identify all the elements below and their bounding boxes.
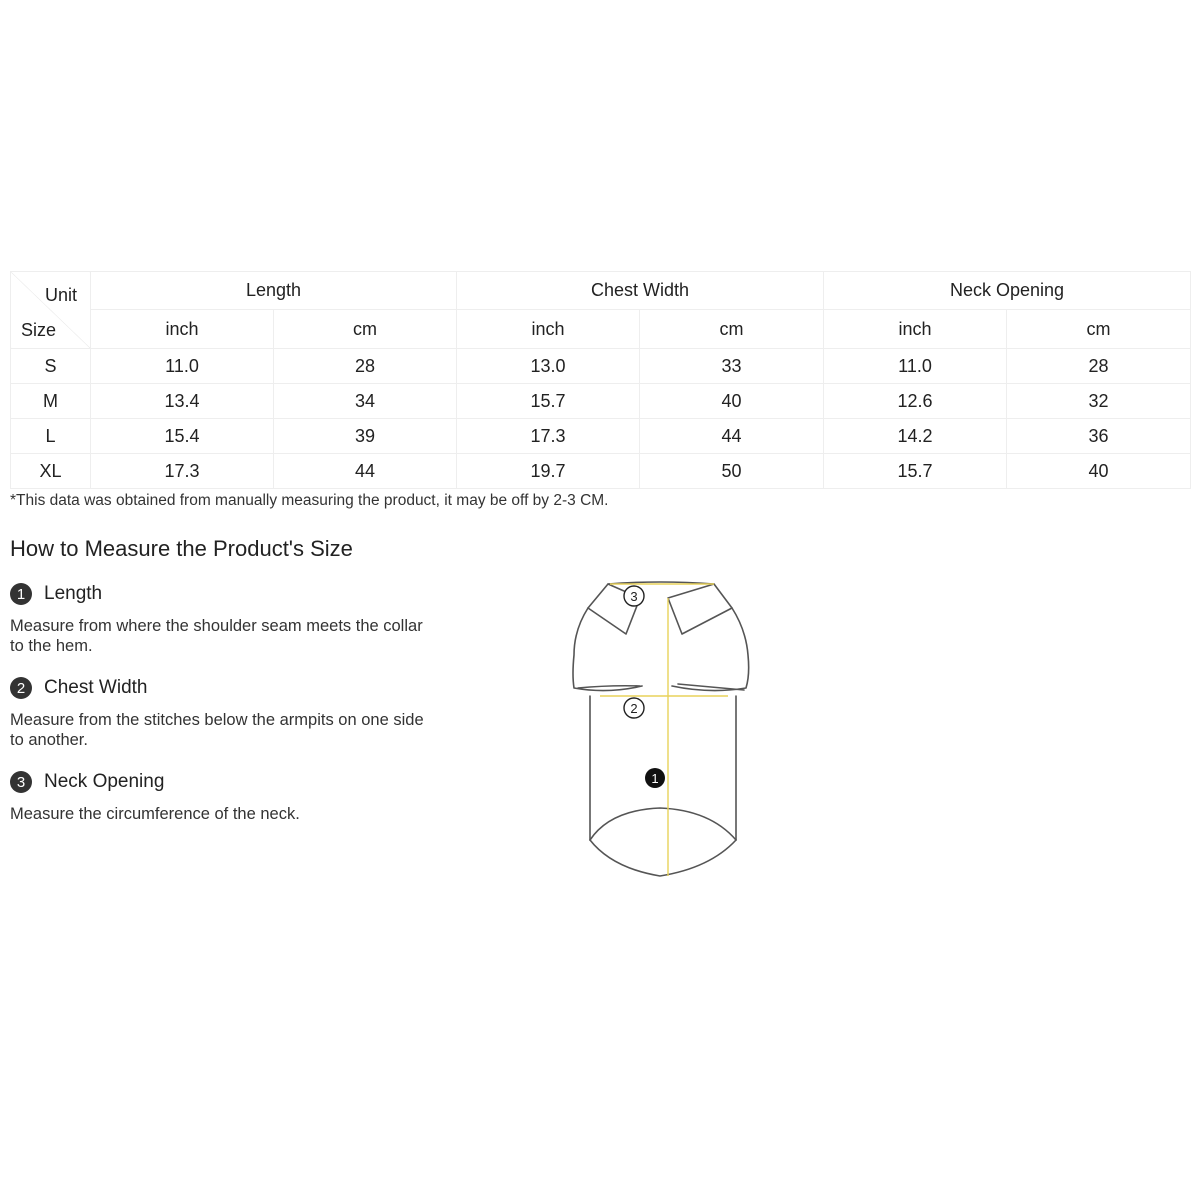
diagram-markers: [624, 586, 665, 788]
group-header-neck-opening: Neck Opening: [824, 272, 1191, 310]
how-to-title: How to Measure the Product's Size: [10, 536, 353, 561]
step-description: Measure from the stitches below the armpits on one side to another.: [10, 711, 424, 749]
marker-2-label: 2: [630, 701, 638, 716]
size-table: [10, 271, 1191, 489]
table-row: [11, 419, 1191, 454]
value-cell: 19.7: [457, 454, 640, 489]
value-cell: 15.7: [824, 454, 1007, 489]
step-length: [10, 583, 430, 656]
value-cell: 40: [1007, 454, 1191, 489]
table-row: [11, 384, 1191, 419]
marker-3-label: 3: [630, 589, 638, 604]
marker-1-label: 1: [651, 771, 659, 786]
step-number-badge: 3: [10, 771, 32, 793]
value-cell: 11.0: [91, 349, 274, 384]
step-neck-opening: [10, 771, 430, 824]
value-cell: 40: [640, 384, 824, 419]
step-title: Length: [44, 583, 103, 604]
size-label: Size: [21, 320, 57, 340]
value-cell: 32: [1007, 384, 1191, 419]
size-cell: XL: [11, 454, 91, 489]
value-cell: 39: [274, 419, 457, 454]
group-header-length: Length: [91, 272, 457, 310]
step-heading: [10, 583, 430, 605]
subheader-chest-inch: inch: [457, 310, 640, 349]
measurement-note: *This data was obtained from manually measuring the product, it may be off by 2-3 CM.: [10, 492, 609, 509]
size-cell: S: [11, 349, 91, 384]
group-header-chest-width: Chest Width: [457, 272, 824, 310]
measurement-guides: [600, 584, 728, 876]
value-cell: 15.4: [91, 419, 274, 454]
value-cell: 50: [640, 454, 824, 489]
subheader-neck-inch: inch: [824, 310, 1007, 349]
shirt-outline: [573, 582, 749, 876]
step-description: Measure the circumference of the neck.: [10, 805, 300, 823]
step-number-badge: 1: [10, 583, 32, 605]
value-cell: 34: [274, 384, 457, 419]
value-cell: 14.2: [824, 419, 1007, 454]
subheader-length-inch: inch: [91, 310, 274, 349]
step-heading: [10, 677, 430, 699]
step-chest-width: [10, 677, 430, 750]
unit-label: Unit: [45, 285, 78, 305]
value-cell: 15.7: [457, 384, 640, 419]
subheader-chest-cm: cm: [640, 310, 824, 349]
step-description: Measure from where the shoulder seam meets the collar to the hem.: [10, 617, 423, 655]
step-number-badge: 2: [10, 677, 32, 699]
value-cell: 17.3: [457, 419, 640, 454]
table-corner-cell: [11, 272, 91, 349]
step-heading: [10, 771, 430, 793]
value-cell: 36: [1007, 419, 1191, 454]
value-cell: 17.3: [91, 454, 274, 489]
size-cell: L: [11, 419, 91, 454]
step-title: Chest Width: [44, 677, 148, 698]
step-title: Neck Opening: [44, 771, 165, 792]
shirt-measurement-diagram: [560, 570, 760, 890]
value-cell: 28: [274, 349, 457, 384]
value-cell: 12.6: [824, 384, 1007, 419]
value-cell: 33: [640, 349, 824, 384]
value-cell: 28: [1007, 349, 1191, 384]
value-cell: 11.0: [824, 349, 1007, 384]
value-cell: 13.0: [457, 349, 640, 384]
value-cell: 44: [640, 419, 824, 454]
value-cell: 44: [274, 454, 457, 489]
subheader-neck-cm: cm: [1007, 310, 1191, 349]
value-cell: 13.4: [91, 384, 274, 419]
size-cell: M: [11, 384, 91, 419]
subheader-length-cm: cm: [274, 310, 457, 349]
table-row: [11, 454, 1191, 489]
table-row: [11, 349, 1191, 384]
